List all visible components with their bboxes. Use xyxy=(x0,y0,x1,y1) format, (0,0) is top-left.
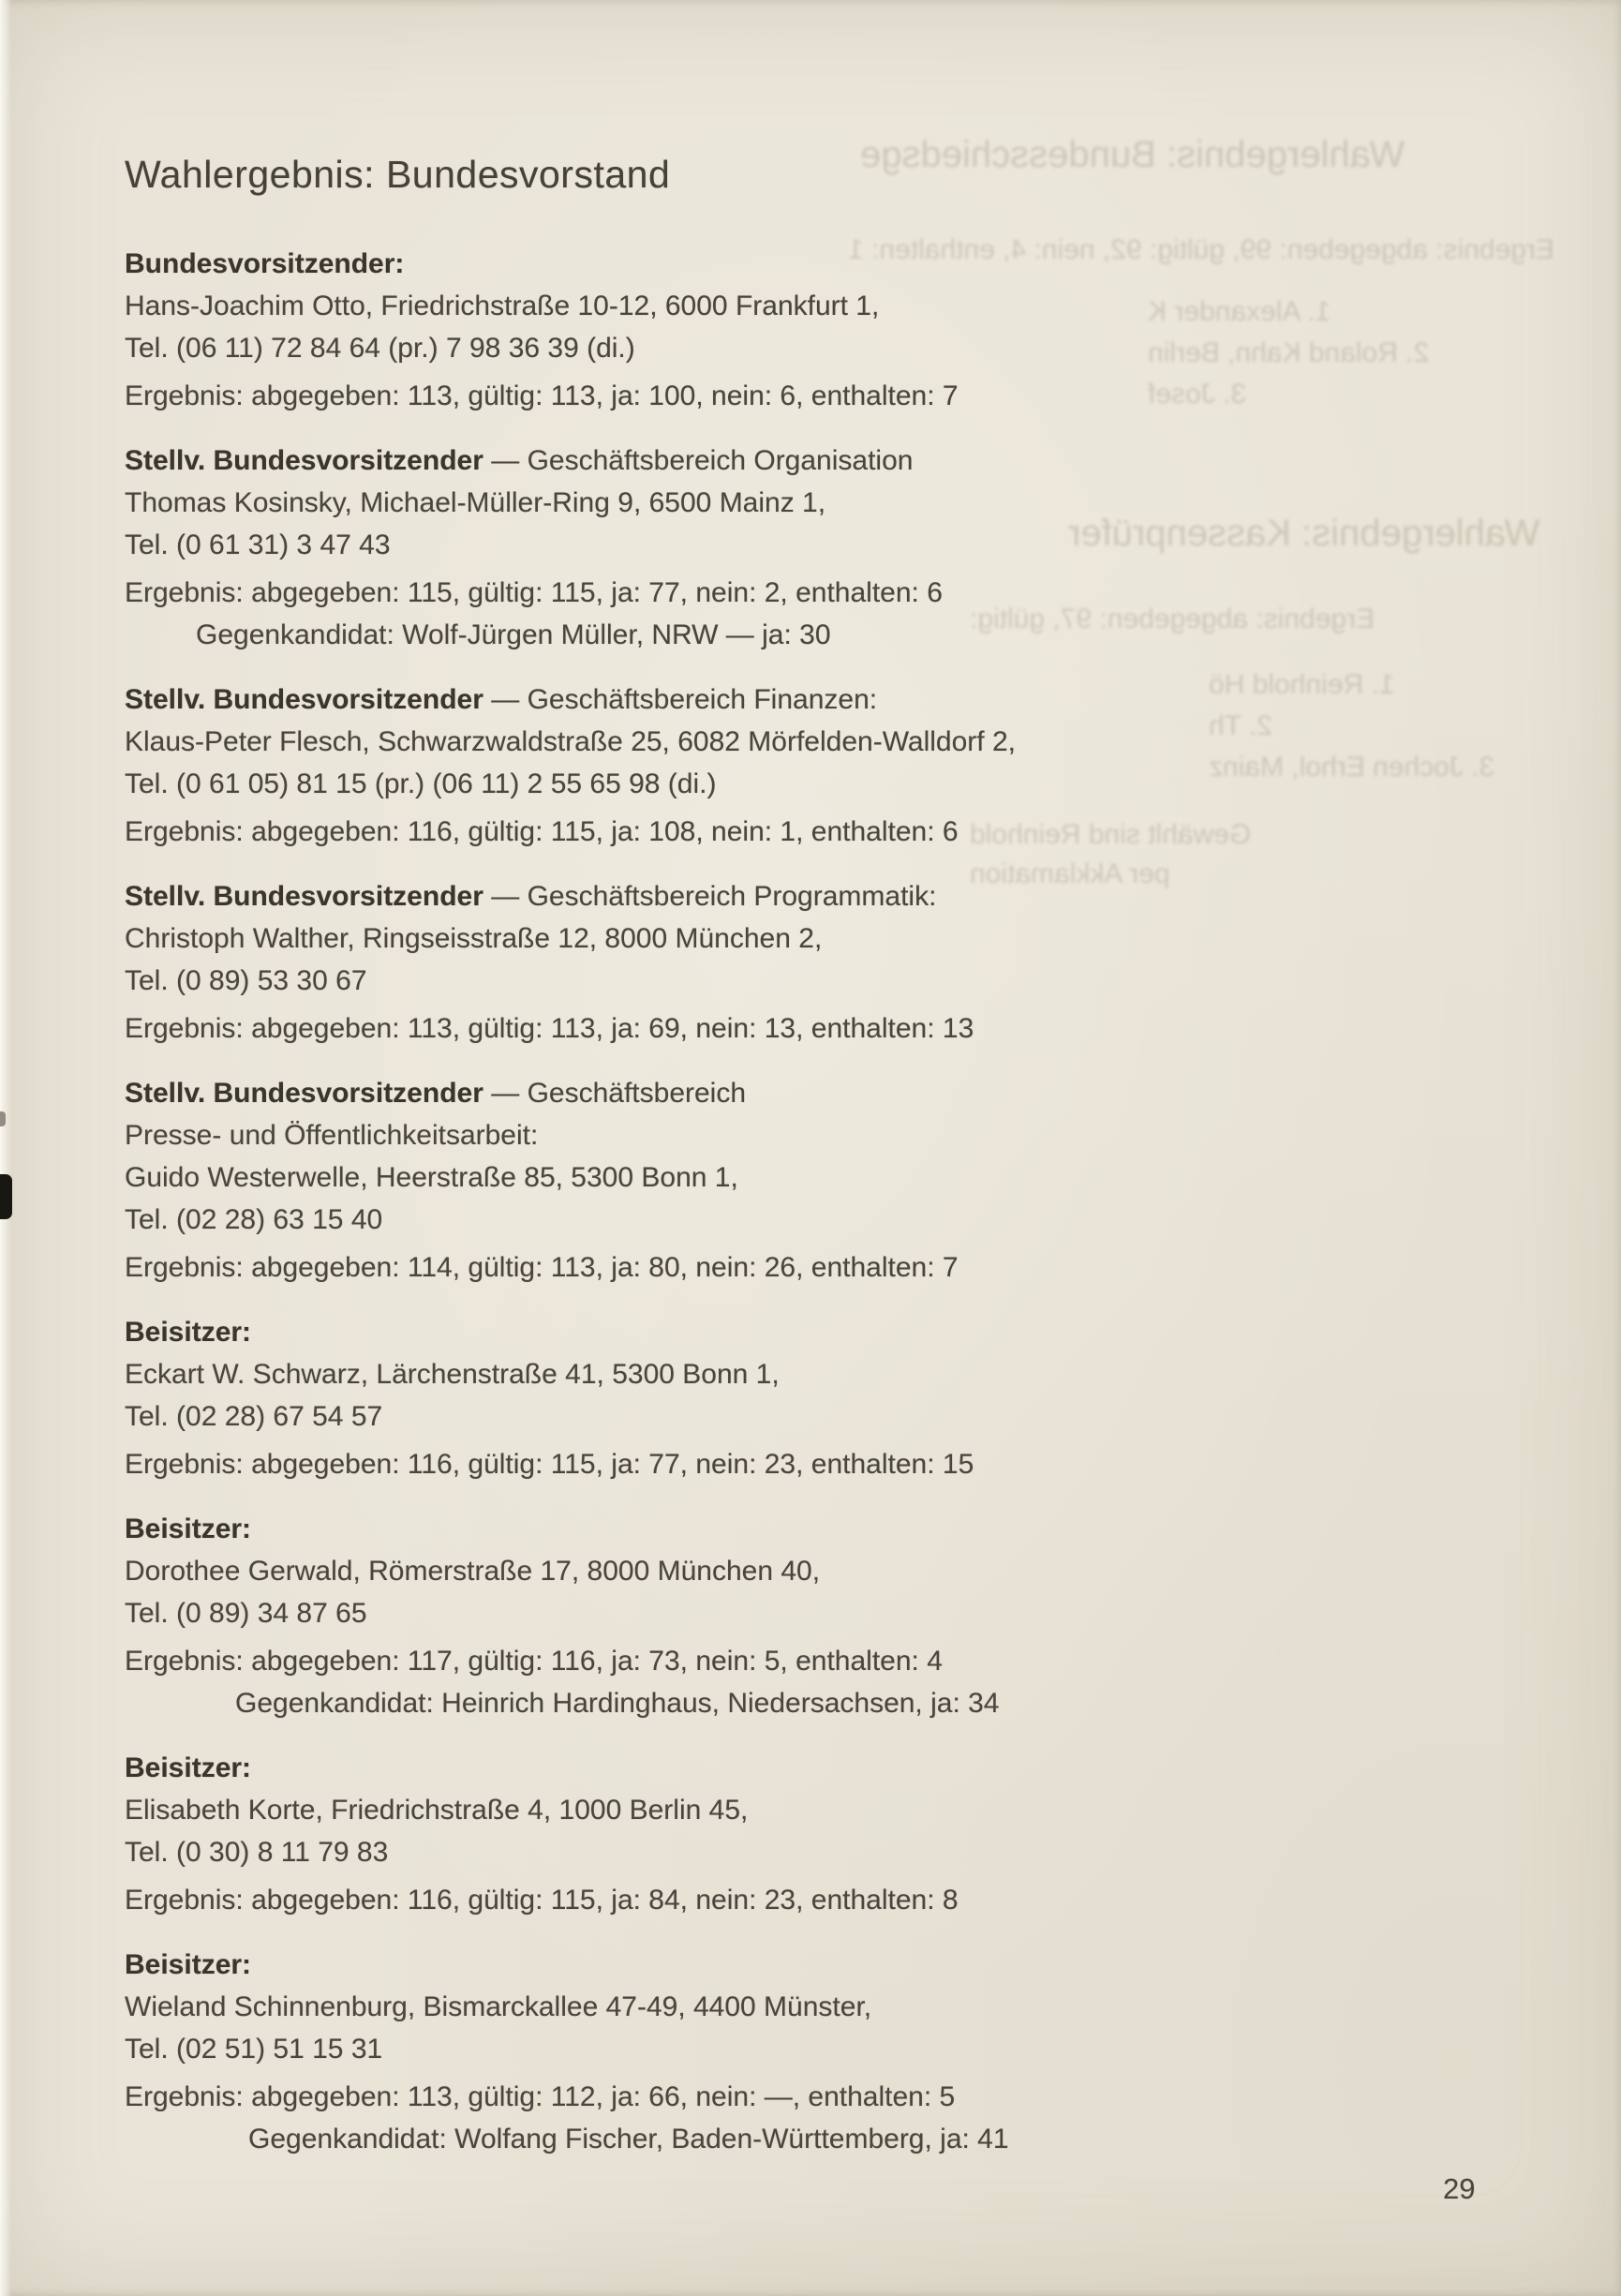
board-position-entry xyxy=(125,1508,1016,1724)
person-address: Eckart W. Schwarz, Lärchenstraße 41, 5300 Bonn 1, xyxy=(125,1359,780,1390)
vote-result: Ergebnis: abgegeben: 113, gültig: 113, ja: 69, nein: 13, enthalten: 13 xyxy=(125,1013,974,1044)
phone-line: Tel. (02 28) 67 54 57 xyxy=(125,1401,383,1432)
phone-line: Tel. (0 61 31) 3 47 43 xyxy=(125,529,391,560)
scan-artifact-notch xyxy=(0,1174,12,1219)
bleed-through-text: 3. Jochen Erhol, Mainz xyxy=(1209,752,1495,783)
vote-result: Ergebnis: abgegeben: 115, gültig: 115, ja: 77, nein: 2, enthalten: 6 xyxy=(125,577,943,608)
phone-line: Tel. (02 28) 63 15 40 xyxy=(125,1204,383,1235)
person-address: Thomas Kosinsky, Michael-Müller-Ring 9, 6500 Mainz 1, xyxy=(125,487,826,518)
board-position-entry xyxy=(125,678,1016,853)
phone-line: Tel. (02 51) 51 15 31 xyxy=(125,2034,383,2065)
page-content xyxy=(125,153,1016,2160)
role-title: Stellv. Bundesvorsitzender xyxy=(125,445,483,476)
board-position-entry xyxy=(125,243,1016,417)
bleed-through-text: 2. Th xyxy=(1209,710,1272,741)
bleed-through-text: Gewählt sind Reinhold xyxy=(970,819,1252,850)
role-heading xyxy=(125,1944,1016,1986)
role-title: Beisitzer: xyxy=(125,1752,252,1783)
opposing-candidate: Gegenkandidat: Wolfang Fischer, Baden-Württemberg, ja: 41 xyxy=(248,2124,1009,2154)
bleed-through-text: Wahlergebnis: Kassenprüfer xyxy=(1068,513,1540,554)
election-results-list xyxy=(125,243,1016,2160)
bleed-through-text: Ergebnis: abgegeben: 99, gültig: 92, nein: 4, enthalten: 1 xyxy=(848,234,1554,265)
phone-line: Tel. (0 89) 53 30 67 xyxy=(125,965,367,996)
bleed-through-text: Wahlergebnis: Bundesschiedsge xyxy=(860,134,1405,175)
role-heading xyxy=(125,1508,1016,1550)
person-address: Christoph Walther, Ringseisstraße 12, 8000 München 2, xyxy=(125,923,823,954)
person-address: Klaus-Peter Flesch, Schwarzwaldstraße 25, 6082 Mörfelden-Walldorf 2, xyxy=(125,726,1016,757)
board-position-entry xyxy=(125,1311,1016,1485)
board-position-entry xyxy=(125,875,1016,1050)
person-address: Guido Westerwelle, Heerstraße 85, 5300 Bonn 1, xyxy=(125,1162,738,1193)
role-title: Beisitzer: xyxy=(125,1513,252,1544)
vote-result: Ergebnis: abgegeben: 113, gültig: 112, ja: 66, nein: —, enthalten: 5 xyxy=(125,2081,956,2112)
role-department: — Geschäftsbereich Finanzen: xyxy=(491,684,878,715)
vote-result: Ergebnis: abgegeben: 116, gültig: 115, ja: 77, nein: 23, enthalten: 15 xyxy=(125,1449,974,1480)
page-title: Wahlergebnis: Bundesvorstand xyxy=(125,153,671,196)
opposing-candidate: Gegenkandidat: Heinrich Hardinghaus, Niedersachsen, ja: 34 xyxy=(235,1688,1000,1719)
opposing-candidate: Gegenkandidat: Wolf-Jürgen Müller, NRW — ja: 30 xyxy=(196,619,831,650)
role-heading xyxy=(125,1747,1016,1789)
role-heading xyxy=(125,1311,1016,1353)
phone-line: Tel. (0 61 05) 81 15 (pr.) (06 11) 2 55 65 98 (di.) xyxy=(125,768,717,799)
scan-edge-highlight xyxy=(0,0,11,2296)
bleed-through-text: per Akklamation xyxy=(970,858,1170,889)
role-title: Stellv. Bundesvorsitzender xyxy=(125,684,483,715)
role-title: Beisitzer: xyxy=(125,1317,252,1348)
role-title: Stellv. Bundesvorsitzender xyxy=(125,1078,483,1109)
person-address: Wieland Schinnenburg, Bismarckallee 47-49, 4400 Münster, xyxy=(125,1991,872,2022)
board-position-entry xyxy=(125,1747,1016,1921)
vote-result: Ergebnis: abgegeben: 116, gültig: 115, ja: 84, nein: 23, enthalten: 8 xyxy=(125,1885,959,1916)
bleed-through-text: Ergebnis: abgegeben: 97, gültig: xyxy=(970,604,1375,634)
board-position-entry xyxy=(125,440,1016,656)
bleed-through-text: 1. Reinhold Hö xyxy=(1209,669,1395,700)
role-title: Beisitzer: xyxy=(125,1949,252,1980)
person-address: Dorothee Gerwald, Römerstraße 17, 8000 München 40, xyxy=(125,1556,821,1587)
bleed-through-text: 2. Roland Kahn, Berlin xyxy=(1148,337,1430,368)
scan-artifact-speck xyxy=(0,1111,6,1126)
role-heading xyxy=(125,1072,1016,1114)
person-address: Hans-Joachim Otto, Friedrichstraße 10-12, 6000 Frankfurt 1, xyxy=(125,291,880,321)
vote-result: Ergebnis: abgegeben: 117, gültig: 116, ja: 73, nein: 5, enthalten: 4 xyxy=(125,1646,943,1677)
role-title: Stellv. Bundesvorsitzender xyxy=(125,881,483,912)
role-heading xyxy=(125,243,1016,285)
role-heading xyxy=(125,440,1016,482)
bleed-through-text: 1. Alexander K xyxy=(1148,296,1331,327)
role-department: — Geschäftsbereich xyxy=(491,1078,747,1109)
vote-result: Ergebnis: abgegeben: 116, gültig: 115, ja: 108, nein: 1, enthalten: 6 xyxy=(125,816,959,847)
phone-line: Tel. (0 30) 8 11 79 83 xyxy=(125,1837,389,1868)
vote-result: Ergebnis: abgegeben: 114, gültig: 113, ja: 80, nein: 26, enthalten: 7 xyxy=(125,1252,959,1283)
board-position-entry xyxy=(125,1072,1016,1289)
role-department: — Geschäftsbereich Organisation xyxy=(491,445,914,476)
person-address: Elisabeth Korte, Friedrichstraße 4, 1000 Berlin 45, xyxy=(125,1795,749,1826)
bleed-through-text: 3. Josef xyxy=(1148,379,1247,410)
phone-line: Tel. (0 89) 34 87 65 xyxy=(125,1598,367,1629)
page-number: 29 xyxy=(1443,2172,1476,2205)
role-heading xyxy=(125,678,1016,721)
role-department: — Geschäftsbereich Programmatik: xyxy=(491,881,937,912)
role-department-line2: Presse- und Öffentlichkeitsarbeit: xyxy=(125,1120,539,1151)
vote-result: Ergebnis: abgegeben: 113, gültig: 113, ja: 100, nein: 6, enthalten: 7 xyxy=(125,380,959,411)
role-heading xyxy=(125,875,1016,917)
phone-line: Tel. (06 11) 72 84 64 (pr.) 7 98 36 39 (di.) xyxy=(125,333,635,364)
board-position-entry xyxy=(125,1944,1016,2160)
role-title: Bundesvorsitzender: xyxy=(125,248,405,279)
